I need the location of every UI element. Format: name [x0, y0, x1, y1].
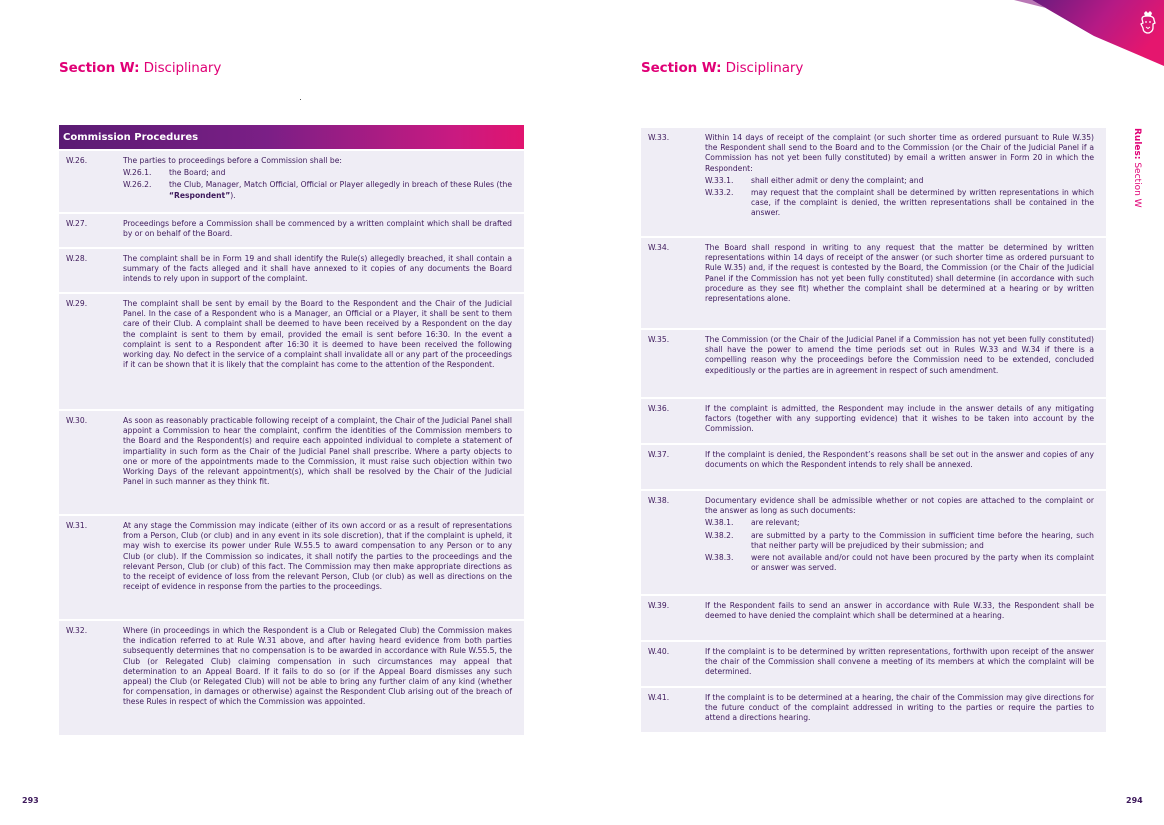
rule-text: As soon as reasonably practicable following receipt of a complaint, the Chair of the Judicial Panel shall appoint a Commission to hear the complaint, confirm the identities of the Commission members to the Board and the Respondent(s) and require each appointed individual to complete a statement of impartiality in such form as the Chair of the Judicial Panel shall prescribe. Where a party objects to one or more of the appointments made to the Commission, it must raise such objection within two Working Days of the relevant appointment(s), which shall be resolved by the Chair of the Judicial Panel in such manner as they think fit.: [123, 416, 512, 487]
rule-number: W.26.: [66, 156, 88, 165]
rule-w26: [59, 151, 524, 212]
section-title-bold: Section W:: [59, 60, 140, 76]
right-page: [582, 0, 1164, 825]
rule-text: The Commission (or the Chair of the Judicial Panel if a Commission has not yet been fully constituted) shall have the power to amend the time periods set out in Rules W.33 and W.34 if there is a compelling reason why the proceedings before the Commission need to be extended, concluded expeditiously or the parties are in agreement in respect of such amendment.: [705, 335, 1094, 375]
page-number: 293: [22, 796, 39, 805]
sub-rule: [705, 176, 1094, 186]
rule-text: At any stage the Commission may indicate (either of its own accord or as a result of representations from a Person, Club (or club) and in any event in its sole discretion), that if the complaint is upheld, it may wish to exercise its power under Rule W.55.5 to award compensation to any Person or to any Club (or club). If the Commission so indicates, it shall notify the parties to the proceedings and the relevant Person, Club (or club) of this fact. The Commission may then make appropriate directions as to the receipt of evidence of loss from the relevant Person, Club (or club) as well as directions on the receipt of evidence in response from the parties to the proceedings.: [123, 521, 512, 592]
rule-text: The complaint shall be sent by email by the Board to the Respondent and the Chair of the Judicial Panel. In the case of a Respondent who is a Manager, an Official or a Player, it shall be sent to them care of their Club. A complaint shall be deemed to have been received by a Respondent on the day the complaint is sent to them by email, provided the email is sent before 16:30. In the event a complaint is sent to a Respondent after 16:30 it is deemed to have been received the following working day. No defect in the service of a complaint shall invalidate all or any part of the proceedings if it can be shown that it is likely that the complaint has come to the attention of the Respondent.: [123, 299, 512, 370]
sub-rule-text: were not available and/or could not have been procured by the party when its complaint or answer was served.: [751, 553, 1094, 573]
sub-rule: [123, 180, 512, 200]
rule-text: Proceedings before a Commission shall be commenced by a written complaint which shall be drafted by or on behalf of the Board.: [123, 219, 512, 239]
rule-text: If the complaint is to be determined by written representations, forthwith upon receipt of the answer the chair of the Commission shall convene a meeting of its members at which the complaint will be determined.: [705, 647, 1094, 677]
respondent-term: “Respondent”: [169, 190, 231, 200]
rules-panel-left: [59, 125, 524, 742]
rule-w37: [641, 445, 1106, 489]
rule-text: Within 14 days of receipt of the complaint (or such shorter time as ordered pursuant to Rule W.35) the Respondent shall send to the Board and to the Commission (or the Chair of the Judicial Panel if a Commission has not yet been fully constituted) by email a written answer in Form 20 in which the Respondent:: [705, 133, 1094, 173]
rule-text: The Board shall respond in writing to any request that the matter be determined by written representations within 14 days of receipt of the answer (or such shorter time as ordered pursuant to Rule W.35) and, if the request is contested by the Board, the Commission (or the Chair of the Judicial Panel if the Commission has not yet been fully constituted) shall determine (in accordance with such procedure as they see fit) whether the complaint shall be determined at a hearing or by written representations alone.: [705, 243, 1094, 304]
stray-dot: [300, 99, 301, 100]
sub-rule-number: W.38.1.: [705, 518, 734, 528]
rule-w34: [641, 238, 1106, 328]
rule-number: W.40.: [648, 647, 670, 656]
sub-rule: [705, 531, 1094, 551]
rule-text: If the complaint is denied, the Respondent’s reasons shall be set out in the answer and copies of any documents on which the Respondent intends to rely shall be annexed.: [705, 450, 1094, 470]
sub-rule-number: W.38.3.: [705, 553, 734, 563]
sub-rule-number: W.33.2.: [705, 188, 734, 198]
sub-rule-text-part: ).: [230, 190, 236, 200]
rule-w36: [641, 399, 1106, 443]
sub-rule: [705, 553, 1094, 573]
sub-rule-text: are submitted by a party to the Commission in sufficient time before the hearing, such that neither party will be prejudiced by their submission; and: [751, 530, 1094, 550]
sub-rule-number: W.26.1.: [123, 168, 152, 178]
rule-text: The complaint shall be in Form 19 and shall identify the Rule(s) allegedly breached, it shall contain a summary of the facts alleged and it shall have annexed to it copies of any documents the Board intends to rely upon in support of the complaint.: [123, 254, 512, 284]
page-number: 294: [1126, 796, 1143, 805]
rule-number: W.36.: [648, 404, 670, 413]
side-tab-rest: Section W: [1132, 159, 1142, 208]
sub-rule-text: may request that the complaint shall be determined by written representations in which case, if the complaint is denied, the written representations shall be contained in the answer.: [751, 188, 1094, 218]
rule-number: W.31.: [66, 521, 88, 530]
rule-number: W.39.: [648, 601, 670, 610]
rule-text: If the complaint is admitted, the Respondent may include in the answer details of any mitigating factors (together with any supporting evidence) that it wishes to be taken into account by the Commission.: [705, 404, 1094, 434]
rule-text: If the Respondent fails to send an answer in accordance with Rule W.33, the Respondent shall be deemed to have denied the complaint which shall be determined at a hearing.: [705, 601, 1094, 621]
rule-number: W.32.: [66, 626, 88, 635]
lion-crest-icon: [1138, 10, 1158, 34]
rule-number: W.34.: [648, 243, 670, 252]
rule-number: W.41.: [648, 693, 670, 702]
rule-number: W.35.: [648, 335, 670, 344]
sub-rule-text: [169, 180, 512, 200]
section-title: [641, 60, 803, 76]
sub-rule-text: shall either admit or deny the complaint; and: [751, 175, 924, 185]
side-tab: [1130, 128, 1144, 228]
sub-rule: [705, 188, 1094, 219]
sub-rule-number: W.33.1.: [705, 175, 734, 185]
rule-text: If the complaint is to be determined at a hearing, the chair of the Commission may give directions for the future conduct of the complaint addressed in writing to the parties or require the parties to attend a directions hearing.: [705, 693, 1094, 723]
rule-w31: [59, 516, 524, 619]
rule-text: Documentary evidence shall be admissible whether or not copies are attached to the complaint or the answer as long as such documents:: [705, 496, 1094, 516]
rule-w29: [59, 294, 524, 409]
rule-w41: [641, 688, 1106, 732]
section-title: [59, 60, 221, 76]
rule-number: W.30.: [66, 416, 88, 425]
side-tab-bold: Rules:: [1132, 128, 1142, 160]
rule-w27: [59, 214, 524, 247]
rule-w40: [641, 642, 1106, 686]
side-tab-label: [1132, 128, 1142, 208]
rule-number: W.33.: [648, 133, 670, 142]
sub-rule-number: W.26.2.: [123, 180, 152, 190]
rule-number: W.38.: [648, 496, 670, 505]
rule-w30: [59, 411, 524, 514]
rule-w35: [641, 330, 1106, 397]
rule-w28: [59, 249, 524, 292]
commission-procedures-header: Commission Procedures: [59, 125, 524, 149]
sub-rule-text-part: the Club, Manager, Match Official, Official or Player allegedly in breach of these Rules (the: [169, 180, 512, 190]
sub-rule: [705, 518, 1094, 528]
rule-w38: [641, 491, 1106, 594]
rule-number: W.28.: [66, 254, 88, 263]
rules-panel-right: [641, 128, 1106, 742]
sub-rule-number: W.38.2.: [705, 530, 734, 540]
sub-rule-text: are relevant;: [751, 518, 800, 528]
corner-ribbon: [1014, 0, 1164, 70]
rule-number: W.27.: [66, 219, 88, 228]
sub-rule-text: the Board; and: [169, 168, 226, 178]
rule-text: Where (in proceedings in which the Respondent is a Club or Relegated Club) the Commission makes the indication referred to at Rule W.31 above, and after having heard evidence from both parties subsequently determines that no compensation is to be awarded in accordance with Rule W.55.5, the Club (or Relegated Club) claiming compensation in such circumstances may appeal that determination to an Appeal Board. If it fails to do so (or if the Appeal Board dismisses any such appeal) the Club (or Relegated Club) will not be able to bring any further claim of any kind (whether for compensation, in damages or otherwise) against the Respondent Club arising out of the breach of these Rules in respect of which the Commission was appointed.: [123, 626, 512, 707]
rule-number: W.37.: [648, 450, 670, 459]
rule-w33: [641, 128, 1106, 236]
section-title-rest: Disciplinary: [721, 60, 804, 76]
rule-text: The parties to proceedings before a Commission shall be:: [123, 156, 342, 165]
rule-w39: [641, 596, 1106, 640]
rule-number: W.29.: [66, 299, 88, 308]
section-title-rest: Disciplinary: [139, 60, 222, 76]
rule-w32: [59, 621, 524, 735]
section-title-bold: Section W:: [641, 60, 722, 76]
sub-rule: [123, 168, 512, 178]
